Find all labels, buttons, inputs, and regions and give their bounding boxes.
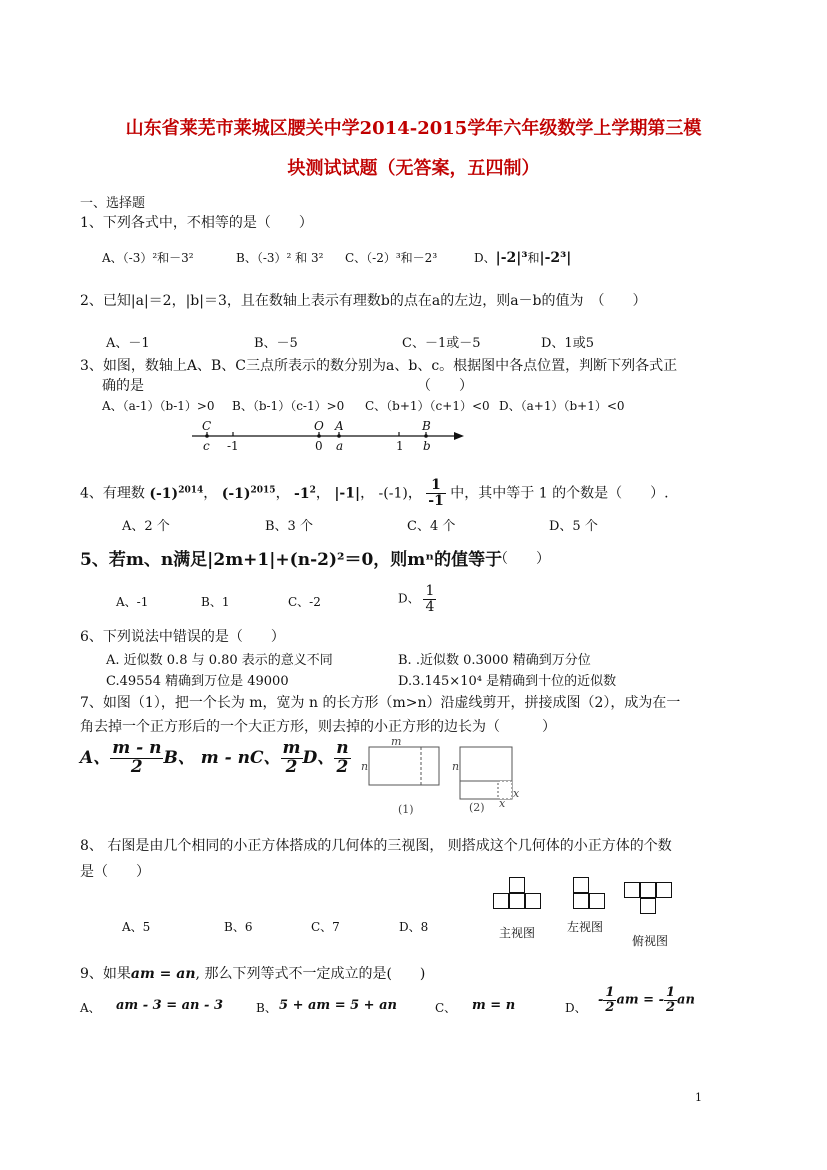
page-title-line1: 山东省莱芜市莱城区腰关中学2014-2015学年六年级数学上学期第三模	[125, 118, 702, 139]
q9-d-mid: am = -	[616, 992, 664, 1008]
q4-stem: 4、有理数 $(-1)^{2014}$， $(-1)^{2015}$， $-1^2$， |-1|， -(-1)， $\frac{1}{-1}$ 中，其中等于 1 的个数是（ ）.	[80, 477, 669, 510]
q2-option-a: A、－1	[106, 336, 150, 351]
q5-d-prefix: D、	[398, 591, 420, 606]
q7-figure-1-rect	[368, 746, 444, 788]
q7-option-a-label: A、	[80, 747, 111, 768]
q9-stem	[80, 963, 425, 983]
left-view-caption: 左视图	[567, 920, 604, 934]
q5-option-d	[398, 584, 436, 614]
axis-value-b: b	[423, 439, 431, 453]
q7-option-c-label: C、	[250, 747, 281, 768]
q4-expr1: (-1)	[149, 485, 179, 502]
q7-option-b-label: B、	[163, 747, 195, 768]
q9-option-d-label: D、	[565, 1001, 587, 1015]
q8-stem-line1: 8、 右图是由几个相同的小正方体搭成的几何体的三视图， 则搭成这个几何体的小正方体的个数	[80, 838, 672, 854]
section-heading: 一、选择题	[80, 196, 146, 211]
q5-option-c: C、-2	[288, 595, 321, 609]
q9-option-b-expr: 5 + am = 5 + an	[279, 998, 397, 1013]
axis-value-c: c	[203, 439, 210, 453]
q4-option-a: A、2 个	[122, 519, 170, 534]
q3-stem-line1: 3、如图，数轴上A、B、C三点所表示的数分别为a、b、c。根据图中各点位置，判断下列各式正	[80, 358, 678, 374]
q9-d-fraction-left: $\frac{1}{2}$	[605, 985, 615, 1015]
q7-fig2-label-x1: x	[513, 787, 520, 800]
q4-expr2-exp: 2015	[250, 485, 276, 495]
q2-stem: 2、已知|a|＝2，|b|＝3，且在数轴上表示有理数b的点在a的左边，则a－b的值为 （ ）	[80, 293, 647, 309]
q3-option-a: A、（a-1）（b-1）>0	[102, 399, 215, 413]
q4-option-c: C、4 个	[407, 519, 456, 534]
q7-option-b-expr: m - n	[200, 747, 250, 768]
q7-option-d-fraction: $\frac{n}{2}$	[336, 738, 349, 777]
q7-option-d-label: D、	[302, 747, 335, 768]
q5-option-a: A、-1	[116, 595, 149, 609]
number-line-arrow-icon	[454, 432, 464, 440]
page-number: 1	[695, 1091, 702, 1104]
front-view-caption: 主视图	[499, 926, 536, 940]
q3-option-c: C、（b+1）（c+1）<0	[365, 399, 490, 413]
q7-fig1-label-m: m	[391, 735, 402, 748]
q4-prefix: 4、有理数	[80, 485, 145, 502]
q4-option-d: D、5 个	[549, 519, 598, 534]
q9-option-b-label: B、	[256, 1001, 277, 1015]
top-view-caption: 俯视图	[632, 934, 669, 948]
q9-d-tail: an	[677, 992, 695, 1008]
axis-label-C: C	[202, 419, 212, 433]
q6-option-c: C.49554 精确到万位是 49000	[106, 674, 289, 689]
q8-option-d: D、8	[399, 920, 429, 934]
q1-d-prefix: D、	[474, 251, 496, 265]
q4-expr5: -(-1)	[378, 485, 408, 502]
q7-fig1-label-n: n	[361, 760, 369, 773]
q1-d-mid: 和	[527, 251, 540, 265]
q1-stem: 1、下列各式中，不相等的是（ ）	[80, 215, 313, 231]
q9-option-c-label: C、	[435, 1001, 457, 1015]
q3-option-b: B、（b-1）（c-1）>0	[232, 399, 345, 413]
q3-stem-line2: 确的是 （ ）	[102, 378, 473, 394]
q6-option-a: A. 近似数 0.8 与 0.80 表示的意义不同	[106, 653, 333, 668]
q7-stem-line2: 角去掉一个正方形后的一个大正方形，则去掉的小正方形的边长为（ ）	[80, 719, 556, 735]
q1-option-c: C、（-2）³和－2³	[345, 251, 438, 265]
q1-d-expr2: |-2³|	[539, 250, 572, 266]
axis-value-neg1: -1	[227, 439, 239, 453]
q8-option-b: B、6	[224, 920, 253, 934]
q9-stem-post: , 那么下列等式不一定成立的是( )	[195, 966, 426, 982]
q7-fig2-label-n: n	[452, 760, 460, 773]
q5-option-b: B、1	[201, 595, 230, 609]
q6-option-d: D.3.145×10⁴ 是精确到十位的近似数	[398, 674, 617, 689]
axis-value-1: 1	[396, 439, 404, 453]
q1-option-a: A、（-3）²和－3²	[102, 251, 194, 265]
q9-stem-expr: am = an	[130, 966, 196, 982]
page-title-line2: 块测试试题（无答案，五四制）	[287, 158, 540, 179]
axis-value-a: a	[336, 439, 344, 453]
q2-option-c: C、－1或－5	[402, 336, 481, 351]
q7-stem-line1: 7、如图（1），把一个长为 m，宽为 n 的长方形（m>n）沿虚线剪开，拼接成图（2），成为在一	[80, 695, 681, 711]
q1-d-expr1: |-2|³	[495, 250, 528, 266]
q7-fig2-caption: (2)	[469, 801, 485, 814]
q2-option-d: D、1或5	[541, 336, 594, 351]
q7-option-a-fraction: $\frac{m - n}{2}$	[112, 738, 162, 777]
q6-stem: 6、下列说法中错误的是（ ）	[80, 629, 285, 645]
q4-expr3-exp: 2	[309, 485, 316, 495]
q8-stem-line2: 是（ ）	[80, 864, 150, 880]
q4-expr3: -1	[294, 485, 310, 502]
q5-stem: 5、若m、n满足|2m+1|+(n-2)²＝0，则mⁿ的值等于	[80, 550, 503, 570]
q9-option-a-label: A、	[80, 1001, 101, 1015]
q7-options	[80, 740, 351, 777]
q8-option-c: C、7	[311, 920, 340, 934]
q4-expr6-fraction: $\frac{1}{-1}$	[428, 477, 444, 510]
q2-option-b: B、－5	[254, 336, 298, 351]
q7-option-c-fraction: $\frac{m}{2}$	[282, 738, 301, 777]
q4-expr1-exp: 2014	[178, 485, 204, 495]
q5-d-fraction: $\frac{1}{4}$	[425, 583, 435, 615]
q1-option-d	[474, 249, 571, 266]
q5-paren: （ ）	[494, 551, 550, 567]
q4-suffix: 中，其中等于 1 的个数是（ ）.	[450, 485, 669, 502]
q4-expr4: |-1|	[334, 485, 361, 502]
q9-option-d-expr: - $\frac{1}{2}$ am = - $\frac{1}{2}$ an	[598, 985, 695, 1015]
q9-stem-pre: 9、如果	[80, 966, 131, 982]
q6-option-b: B. .近似数 0.3000 精确到万分位	[398, 653, 591, 668]
axis-label-B: B	[422, 419, 431, 433]
q8-option-a: A、5	[122, 920, 151, 934]
q7-fig1-caption: (1)	[398, 803, 414, 816]
q1-option-b: B、（-3）² 和 3²	[236, 251, 324, 265]
q9-option-a-expr: am - 3 = an - 3	[116, 998, 223, 1013]
q9-option-c-expr: m = n	[472, 998, 516, 1013]
q9-d-fraction-right: $\frac{1}{2}$	[665, 985, 676, 1015]
q4-expr2: (-1)	[221, 485, 251, 502]
q7-fig2-label-x2: x	[499, 797, 506, 810]
q4-option-b: B、3 个	[265, 519, 313, 534]
axis-value-0: 0	[315, 439, 323, 453]
q3-option-d: D、（a+1）（b+1）<0	[499, 399, 625, 413]
axis-label-A: A	[335, 419, 344, 433]
axis-label-O: O	[314, 419, 324, 433]
